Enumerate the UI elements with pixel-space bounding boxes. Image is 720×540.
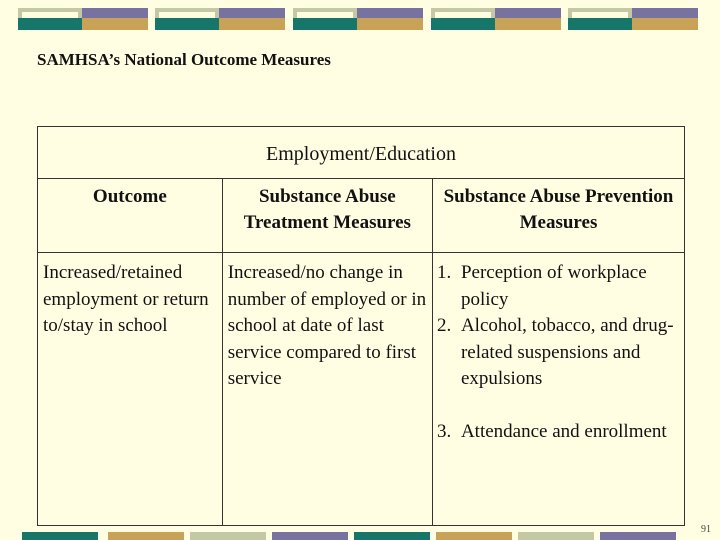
band-block [22, 532, 98, 540]
band-block [572, 12, 628, 18]
band-block [357, 8, 423, 18]
outcome-measures-table [37, 126, 685, 526]
band-block [293, 18, 357, 30]
band-block [82, 8, 148, 18]
band-block [272, 532, 348, 540]
band-block [155, 18, 219, 30]
band-block [159, 12, 215, 18]
prevention-item: 2. Alcohol, tobacco, and drug-related suspensions and expulsions [436, 315, 674, 389]
cell-treatment: Increased/no change in number of employed or in school at date of last service compared to first service [222, 253, 432, 526]
band-block [219, 18, 285, 30]
column-header-prevention: Substance Abuse Prevention Measures [432, 179, 684, 253]
cell-prevention [432, 253, 684, 526]
decorative-bottom-band [0, 532, 720, 540]
prevention-item: 3. Attendance and enrollment [436, 421, 667, 442]
band-block [354, 532, 430, 540]
band-block [632, 18, 698, 30]
slide-title: SAMHSA’s National Outcome Measures [37, 50, 331, 69]
band-block [495, 8, 561, 18]
band-block [108, 532, 184, 540]
column-header-treatment: Substance Abuse Treatment Measures [222, 179, 432, 253]
table-row [38, 253, 685, 526]
table-header-row [38, 179, 685, 253]
band-block [600, 532, 676, 540]
band-block [357, 18, 423, 30]
band-block [431, 18, 495, 30]
decorative-top-band [0, 4, 720, 34]
band-block [495, 18, 561, 30]
band-block [518, 532, 594, 540]
band-block [82, 18, 148, 30]
band-block [435, 12, 491, 18]
band-block [297, 12, 353, 18]
table-title-row [38, 127, 685, 179]
cell-outcome: Increased/retained employment or return to/stay in school [38, 253, 223, 526]
prevention-item: 1. Perception of workplace policy [436, 262, 647, 310]
band-block [190, 532, 266, 540]
band-block [219, 8, 285, 18]
band-block [632, 8, 698, 18]
band-block [568, 18, 632, 30]
table-heading: Employment/Education [38, 127, 685, 179]
band-block [18, 18, 82, 30]
column-header-outcome: Outcome [38, 179, 223, 253]
page-number: 91 [701, 524, 711, 535]
band-block [436, 532, 512, 540]
band-block [22, 12, 78, 18]
